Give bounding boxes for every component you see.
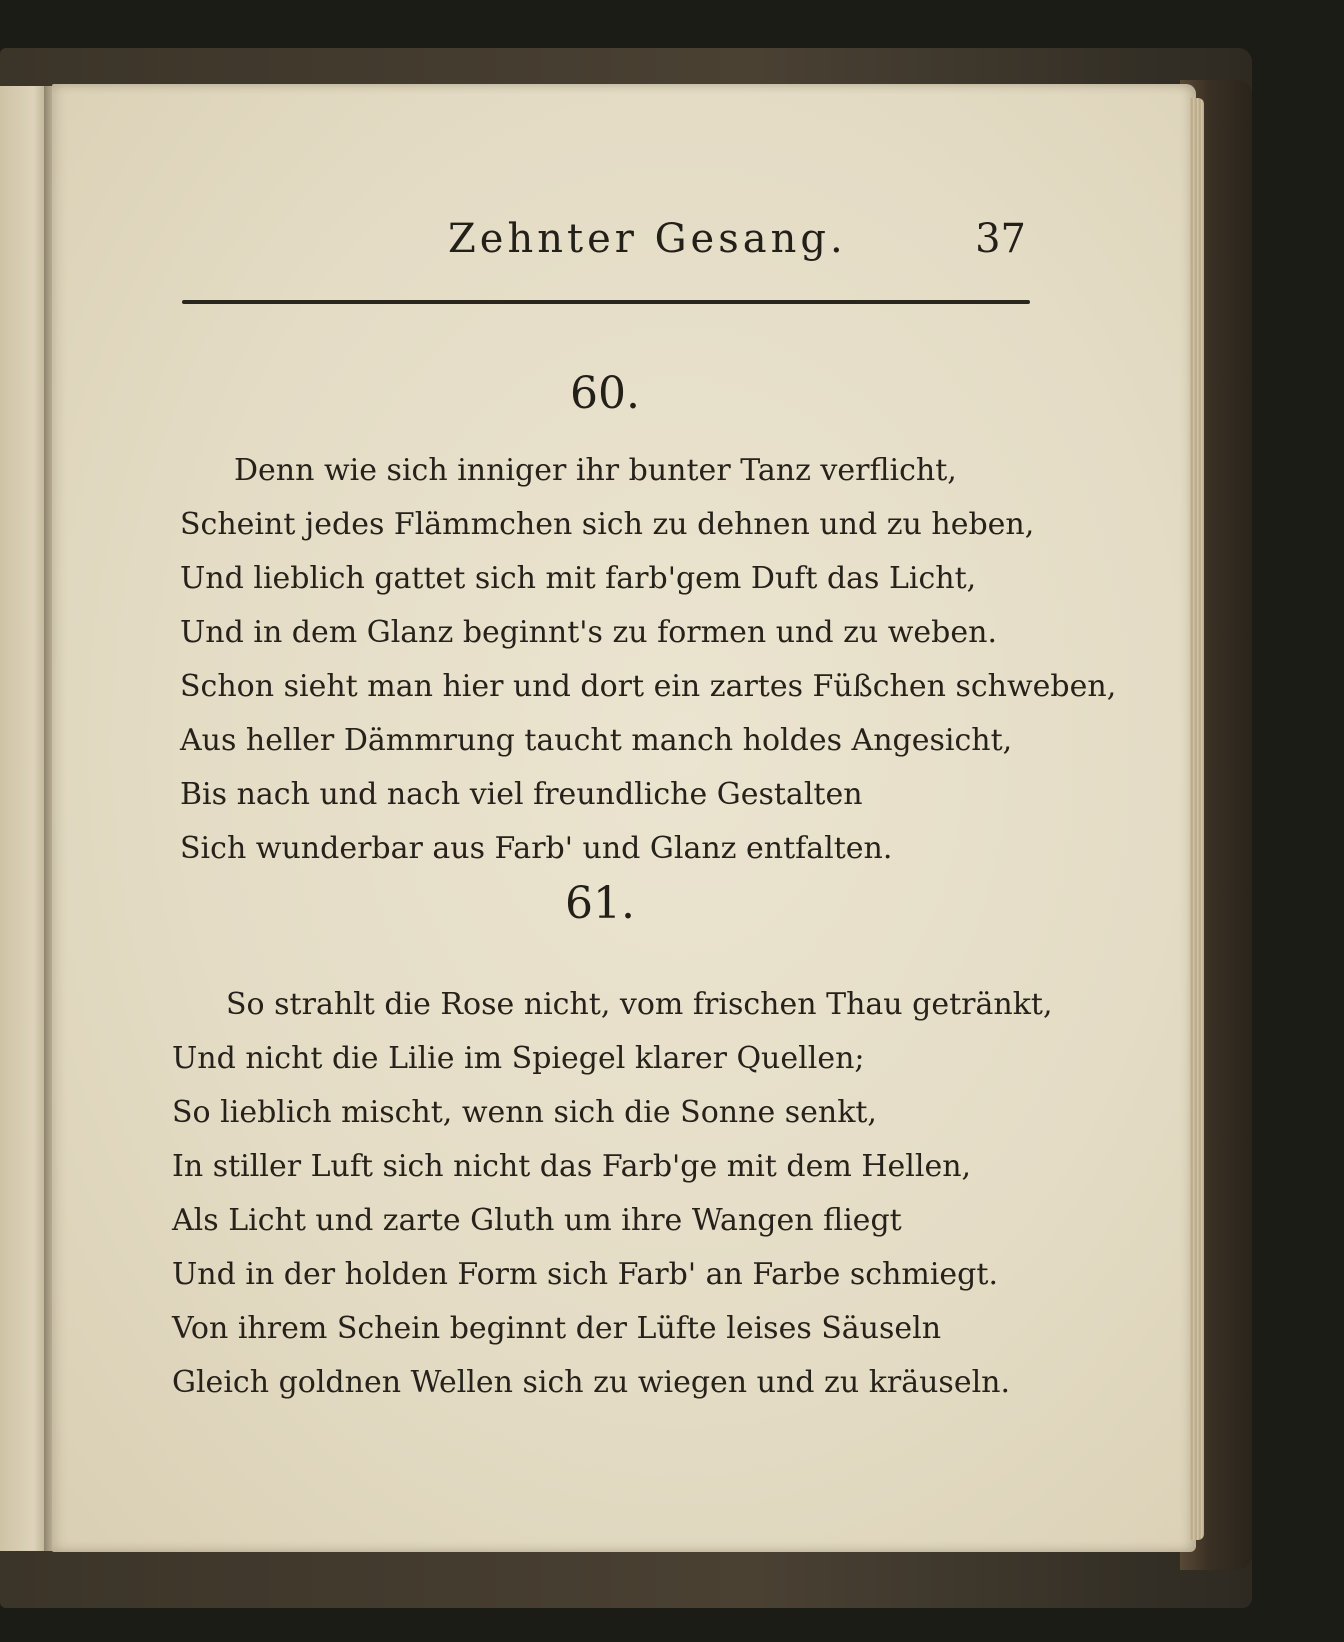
verse-line: Sich wunderbar aus Farb' und Glanz entfalten.	[180, 831, 893, 866]
stanza-number: 60.	[570, 368, 640, 419]
verse-line: Von ihrem Schein beginnt der Lüfte leises Säuseln	[172, 1311, 942, 1346]
verse-line: Aus heller Dämmrung taucht manch holdes Angesicht,	[180, 723, 1013, 758]
page-block-edges	[1190, 98, 1204, 1540]
page-number: 37	[975, 216, 1026, 262]
verse-line: Gleich goldnen Wellen sich zu wiegen und zu kräuseln.	[172, 1365, 1011, 1400]
verse-line: Schon sieht man hier und dort ein zartes Füßchen schweben,	[180, 669, 1117, 704]
header-rule	[182, 300, 1030, 304]
previous-page-edge	[0, 86, 48, 1551]
verse-line: So lieblich mischt, wenn sich die Sonne senkt,	[172, 1095, 877, 1130]
verse-line: Und nicht die Lilie im Spiegel klarer Quellen;	[172, 1041, 865, 1076]
stanza-number: 61.	[565, 878, 635, 929]
verse-line: Denn wie sich inniger ihr bunter Tanz verflicht,	[234, 453, 957, 488]
page-header	[180, 210, 1050, 274]
verse-line: Und in dem Glanz beginnt's zu formen und zu weben.	[180, 615, 998, 650]
verse-line: Scheint jedes Flämmchen sich zu dehnen und zu heben,	[180, 507, 1035, 542]
verse-line: Und in der holden Form sich Farb' an Farbe schmiegt.	[172, 1257, 998, 1292]
verse-line: Bis nach und nach viel freundliche Gestalten	[180, 777, 863, 812]
verse-line: So strahlt die Rose nicht, vom frischen Thau getränkt,	[226, 987, 1053, 1022]
verse-line: Als Licht und zarte Gluth um ihre Wangen fliegt	[172, 1203, 902, 1238]
verse-line: Und lieblich gattet sich mit farb'gem Duft das Licht,	[180, 561, 977, 596]
verse-line: In stiller Luft sich nicht das Farb'ge mit dem Hellen,	[172, 1149, 972, 1184]
stanza-lines	[180, 444, 1117, 876]
stanza-lines	[172, 978, 1052, 1410]
running-title: Zehnter Gesang.	[448, 216, 847, 262]
